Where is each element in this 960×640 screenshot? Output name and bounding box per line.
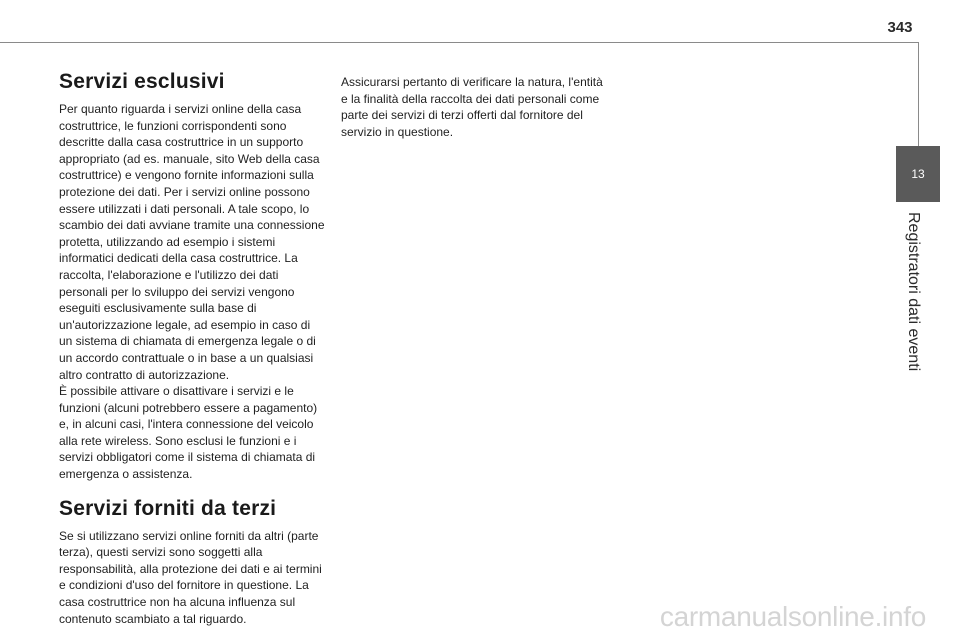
- watermark: carmanualsonline.info: [659, 601, 926, 632]
- paragraph: Per quanto riguarda i servizi online della casa costruttrice, le funzioni corrispondenti sono descritte dalla casa costruttrice in un supporto appropriato (ad es. manuale, sito Web della casa costruttrice) e vengono fornite informazioni sulla protezione dei dati. Per i servizi online possono essere utilizzati i dati personali. A tale scopo, lo scambio dei dati avviane tramite una connessione protetta, utilizzando ad esempio i sistemi informatici dedicati della casa costruttrice. La raccolta, l'elaborazione e l'utilizzo dei dati personali per lo sviluppo dei servizi vengono eseguiti esclusivamente sulla base di un'autorizzazione legale, ad esempio in caso di un sistema di chiamata di emergenza legale o di un accordo contrattuale o in base a un qualsiasi altro contratto di autorizzazione.: [59, 102, 325, 382]
- side-divider: [918, 42, 919, 146]
- paragraph: È possibile attivare o disattivare i servizi e le funzioni (alcuni potrebbero essere a pagamento) e, in alcuni casi, l'intera connessione del veicolo alla rete wireless. Sono esclusi le funzioni e i servizi obbligatori come il sistema di chiamata di emergenza o assistenza.: [59, 384, 318, 482]
- right-column: [341, 74, 607, 140]
- paragraph: Assicurarsi pertanto di verificare la natura, l'entità e la finalità della raccolta dei dati personali come parte dei servizi di terzi offerti dal fornitore del servizio in questione.: [341, 75, 603, 139]
- page-number: 343: [887, 19, 913, 36]
- header-divider: [0, 42, 918, 43]
- left-column: [59, 70, 325, 627]
- section-title-servizi-forniti-da-terzi: Servizi forniti da terzi: [59, 496, 277, 520]
- section-third-party: [59, 497, 325, 628]
- section-title-servizi-esclusivi: Servizi esclusivi: [59, 70, 225, 93]
- chapter-number-tab[interactable]: 13: [896, 146, 940, 202]
- paragraph: Se si utilizzano servizi online forniti da altri (parte terza), questi servizi sono soggetti alla responsabilità, alla protezione dei dati e ai termini e condizioni d'uso del fornitore in questione. La casa costruttrice non ha alcuna influenza sul contenuto scambiato a tal riguardo.: [59, 528, 322, 626]
- chapter-title: Registratori dati eventi: [905, 212, 922, 372]
